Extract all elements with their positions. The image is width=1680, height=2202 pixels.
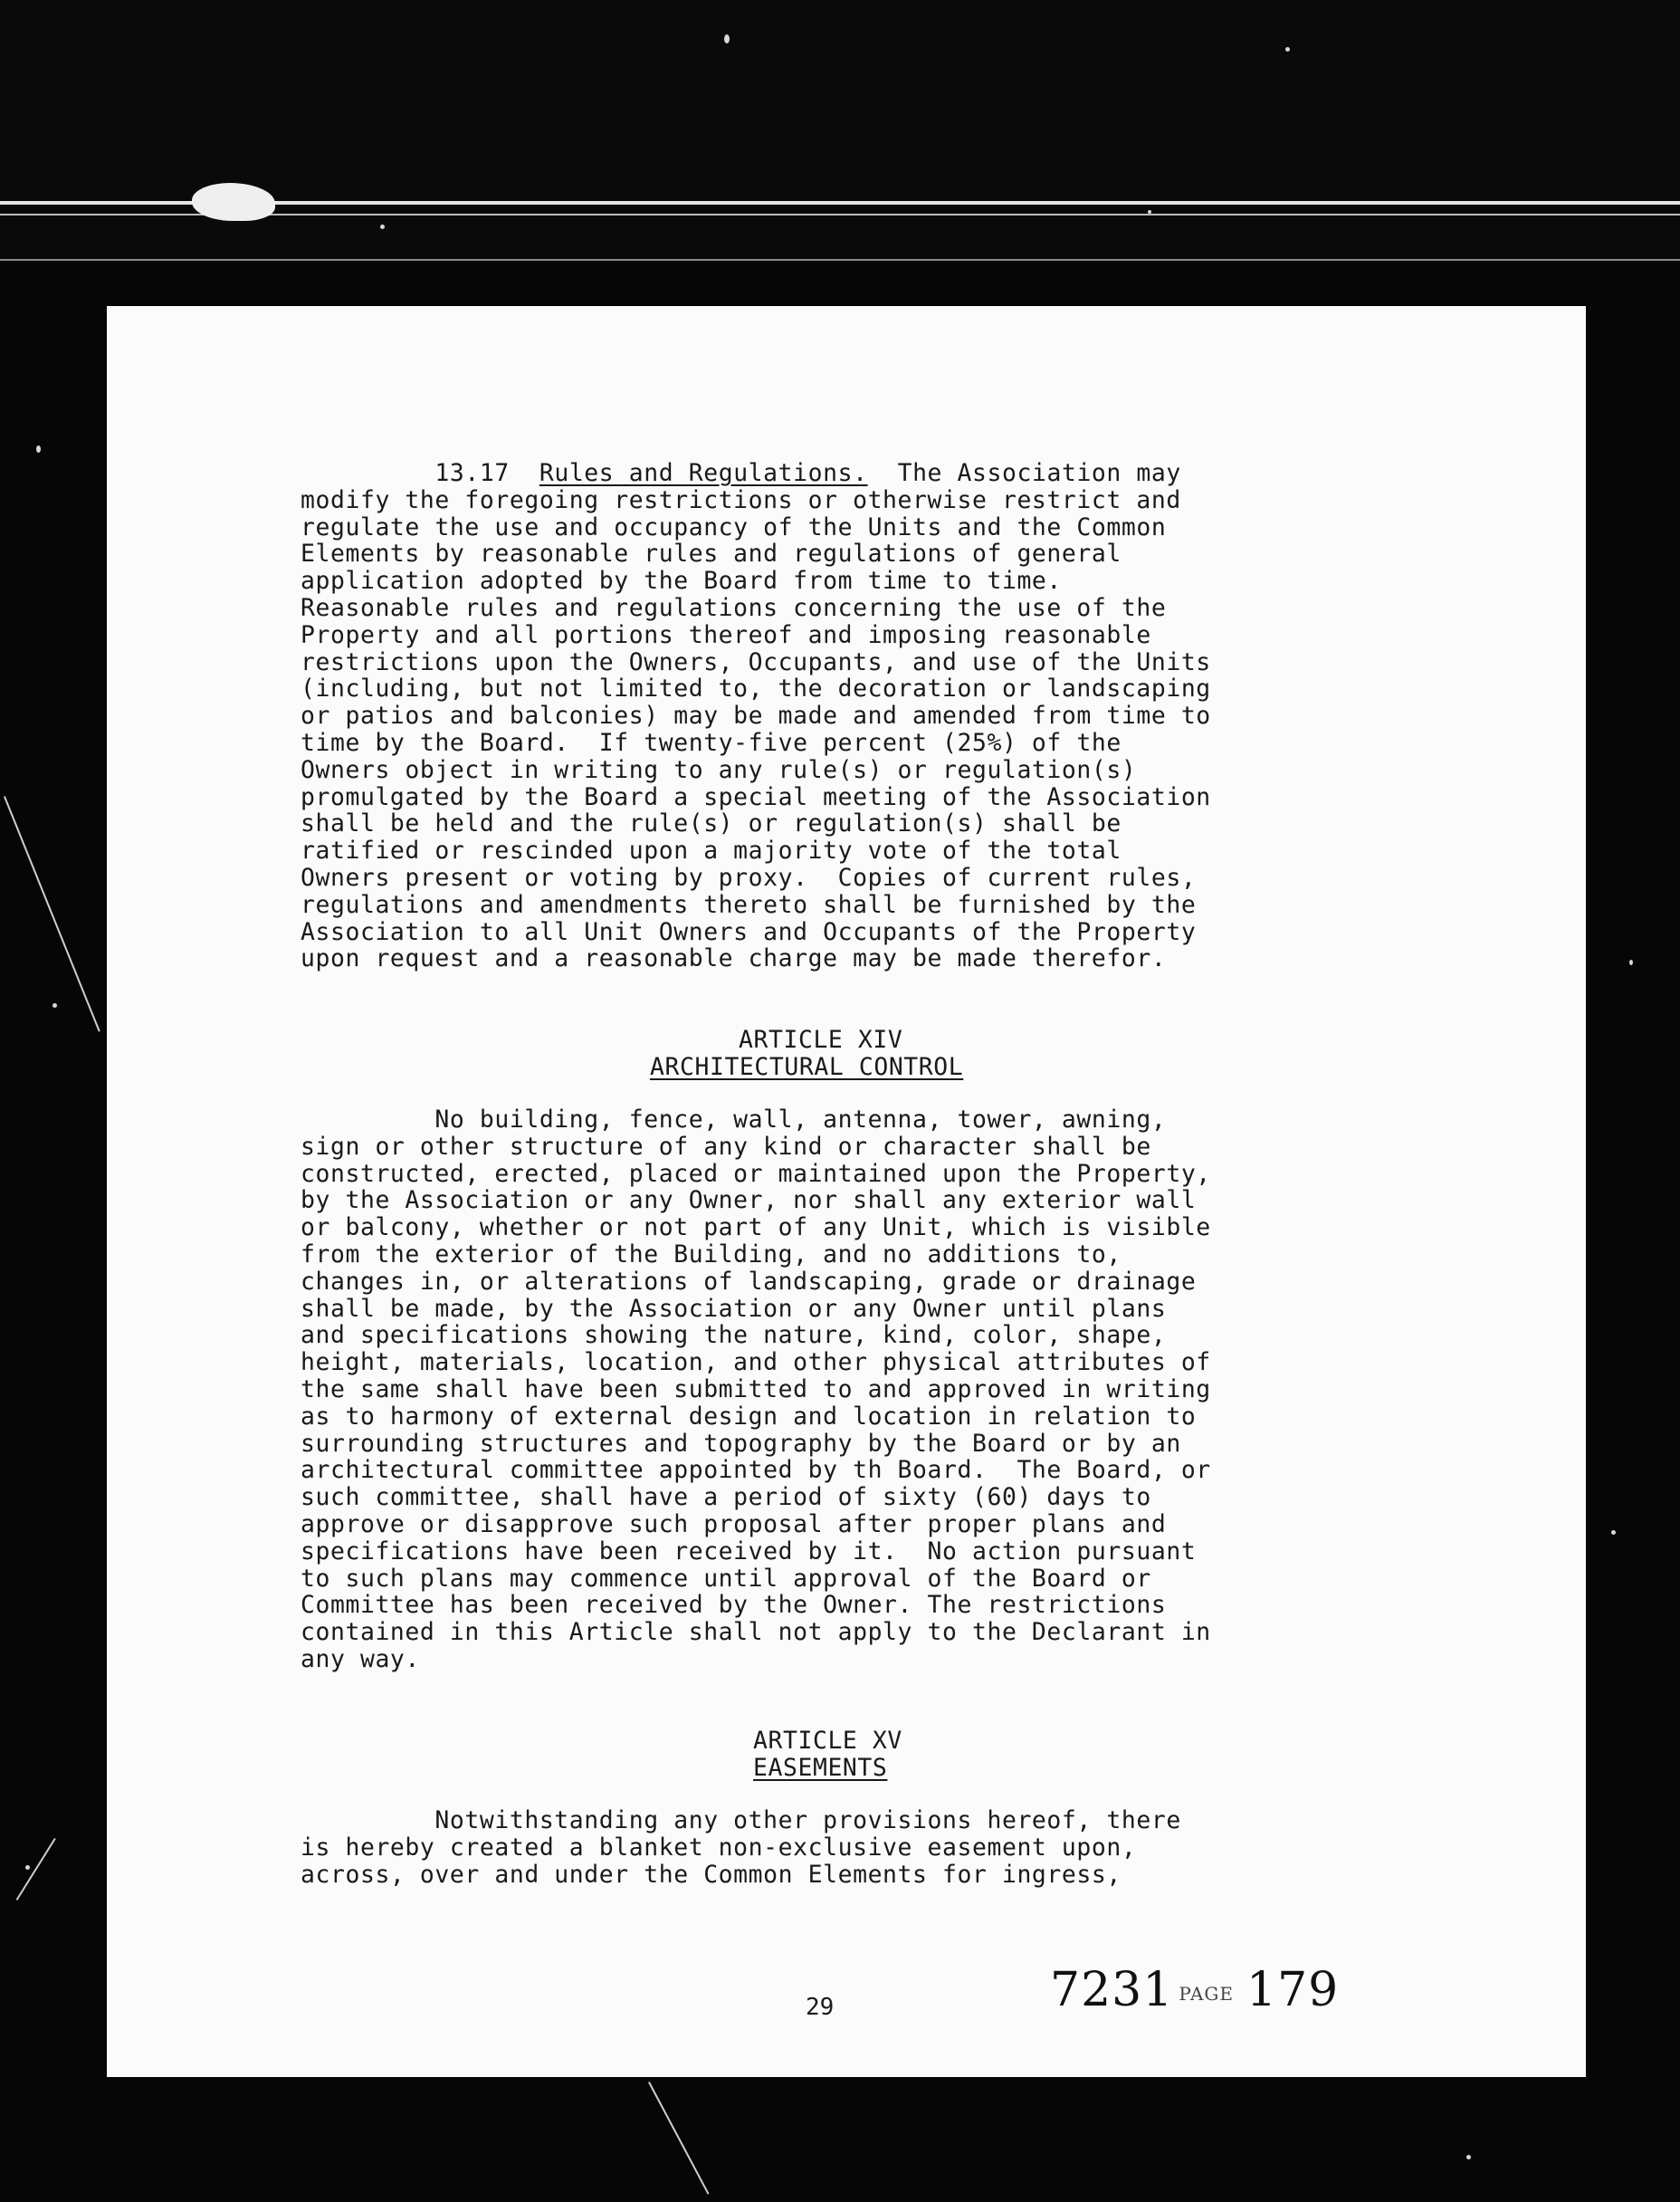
scan-speck — [25, 1865, 30, 1870]
paragraph-line: Association to all Unit Owners and Occupants of the Property — [301, 917, 1197, 946]
scan-speck — [36, 445, 41, 453]
paragraph-line: Reasonable rules and regulations concerning the use of the — [301, 593, 1167, 622]
paragraph-line: as to harmony of external design and location in relation to — [301, 1402, 1197, 1431]
article-14-number: ARTICLE XIV — [739, 1026, 903, 1054]
paragraph-line: across, over and under the Common Elements for ingress, — [301, 1860, 1122, 1889]
section-13-17 — [301, 460, 1211, 972]
paragraph-line: The Association may — [897, 459, 1181, 487]
paragraph-line: surrounding structures and topography by the Board or by an — [301, 1429, 1181, 1458]
paragraph-line: Notwithstanding any other provisions hereof, there — [301, 1806, 1181, 1834]
paragraph-line: Owners object in writing to any rule(s) or regulation(s) — [301, 755, 1137, 784]
scan-speck — [1629, 960, 1633, 965]
paragraph-line: approve or disapprove such proposal after proper plans and — [301, 1509, 1167, 1538]
paragraph-line: architectural committee appointed by th Board. The Board, or — [301, 1456, 1211, 1485]
book-page-number: 179 — [1246, 1963, 1340, 2017]
scanner-line — [0, 259, 1680, 261]
paragraph-line: is hereby created a blanket non-exclusive easement upon, — [301, 1833, 1137, 1862]
article-14-title: ARCHITECTURAL CONTROL — [650, 1053, 964, 1081]
article-15-title: EASEMENTS — [753, 1754, 888, 1782]
paragraph-line: changes in, or alterations of landscaping, grade or drainage — [301, 1267, 1197, 1296]
paragraph-line: modify the foregoing restrictions or otherwise restrict and — [301, 485, 1181, 514]
paragraph-line: Committee has been received by the Owner. The restrictions — [301, 1591, 1167, 1620]
paragraph-line: or balcony, whether or not part of any Unit, which is visible — [301, 1213, 1211, 1242]
paragraph-line: specifications have been received by it. No action pursuant — [301, 1537, 1197, 1565]
paragraph-line: to such plans may commence until approval of the Board or — [301, 1564, 1151, 1593]
paragraph-line: the same shall have been submitted to and approved in writing — [301, 1374, 1211, 1403]
section-heading: Rules and Regulations. — [539, 459, 868, 487]
scan-streak — [648, 2082, 709, 2195]
paragraph-line: by the Association or any Owner, nor shall any exterior wall — [301, 1186, 1197, 1215]
paragraph-line: and specifications showing the nature, kind, color, shape, — [301, 1321, 1167, 1350]
paragraph-line: constructed, erected, placed or maintained upon the Property, — [301, 1159, 1211, 1188]
paragraph-line: Owners present or voting by proxy. Copies of current rules, — [301, 863, 1197, 892]
scan-speck — [1285, 47, 1290, 52]
paragraph-line: any way. — [301, 1644, 420, 1673]
paragraph-line: Property and all portions thereof and imposing reasonable — [301, 620, 1151, 649]
scanner-top-band — [0, 0, 1680, 263]
paragraph-line: shall be held and the rule(s) or regulation(s) shall be — [301, 809, 1122, 838]
paragraph-line: (including, but not limited to, the decoration or landscaping — [301, 675, 1211, 704]
scan-speck — [1466, 2155, 1471, 2159]
paragraph-line: time by the Board. If twenty-five percent (25%) of the — [301, 728, 1122, 757]
paragraph-line: upon request and a reasonable charge may be made therefor. — [301, 944, 1167, 973]
paragraph-line: from the exterior of the Building, and no additions to, — [301, 1240, 1122, 1269]
paragraph-line: Elements by reasonable rules and regulations of general — [301, 540, 1122, 569]
article-15-number: ARTICLE XV — [753, 1727, 902, 1755]
scan-speck — [52, 1003, 57, 1008]
paragraph-line: regulations and amendments thereto shall be furnished by the — [301, 890, 1197, 919]
scan-speck — [380, 225, 385, 229]
page-number: 29 — [806, 1994, 835, 2021]
section-number: 13.17 — [434, 459, 510, 487]
paragraph-line: height, materials, location, and other physical attributes of — [301, 1348, 1211, 1377]
paragraph-line: sign or other structure of any kind or character shall be — [301, 1132, 1151, 1161]
book-page-stamp — [1050, 1963, 1339, 2017]
paragraph-line: contained in this Article shall not apply to the Declarant in — [301, 1618, 1211, 1647]
scan-speck — [1148, 210, 1151, 214]
paragraph-line: application adopted by the Board from time to time. — [301, 567, 1062, 596]
paragraph-line: regulate the use and occupancy of the Units and the Common — [301, 512, 1167, 541]
scan-speck — [1611, 1530, 1616, 1535]
scan-streak — [4, 796, 100, 1031]
scan-speck — [724, 34, 730, 43]
article-15-body — [301, 1807, 1181, 1888]
page-label: PAGE — [1179, 1982, 1234, 2005]
scan-artifact — [192, 183, 275, 221]
paragraph-line: promulgated by the Board a special meeting of the Association — [301, 782, 1211, 811]
paragraph-line: such committee, shall have a period of sixty (60) days to — [301, 1483, 1151, 1512]
book-number: 7231 — [1050, 1963, 1174, 2017]
paragraph-line: ratified or rescinded upon a majority vote of the total — [301, 837, 1122, 866]
paragraph-line: restrictions upon the Owners, Occupants, and use of the Units — [301, 647, 1211, 676]
paragraph-line: No building, fence, wall, antenna, tower, awning, — [301, 1106, 1167, 1134]
paragraph-line: shall be made, by the Association or any Owner until plans — [301, 1294, 1167, 1323]
scan-streak — [16, 1838, 56, 1900]
article-14-body — [301, 1106, 1211, 1673]
paragraph-line: or patios and balconies) may be made and amended from time to — [301, 702, 1211, 731]
